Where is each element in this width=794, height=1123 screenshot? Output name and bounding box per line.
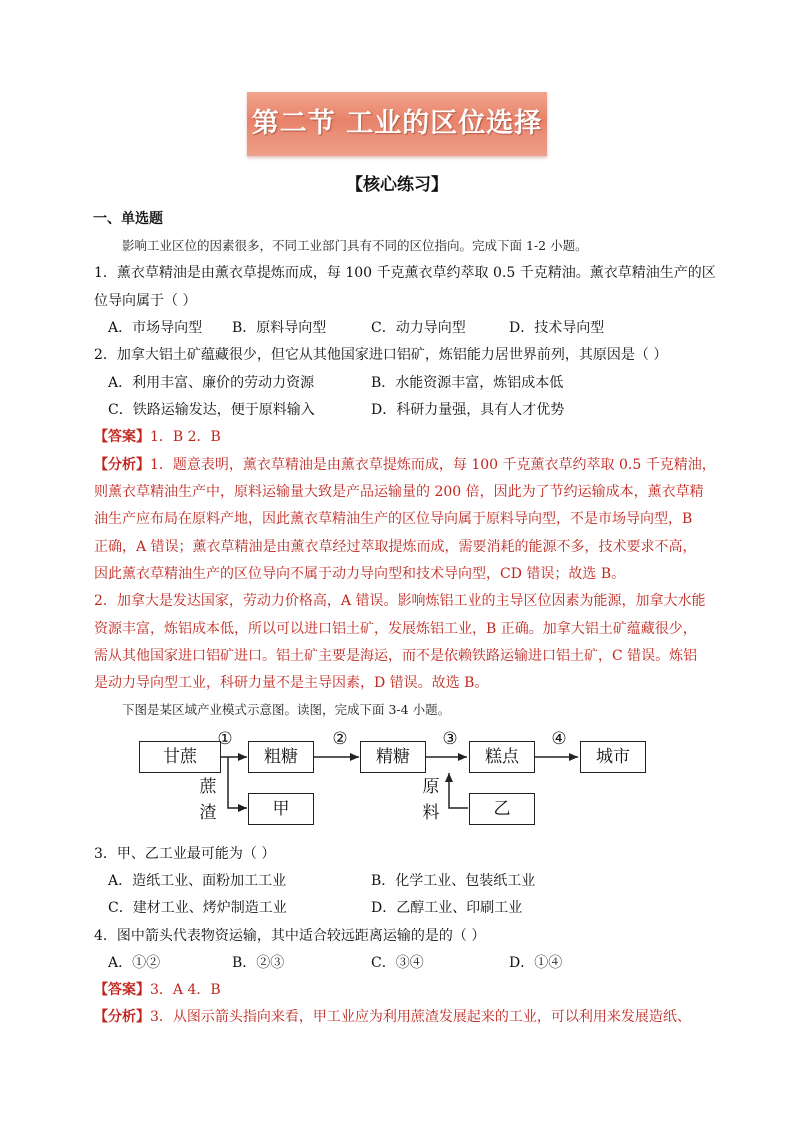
q2-option-d: D．科研力量强，具有人才优势	[371, 402, 565, 418]
intro-1: 影响工业区位的因素很多，不同工业部门具有不同的区位指向。完成下面 1-2 小题。	[122, 238, 588, 253]
analysis-line: 2．加拿大是发达国家，劳动力价格高，A 错误。影响炼铝工业的主导区位因素为能源，加拿大水能	[94, 593, 706, 609]
arrow-label-2: ②	[332, 729, 348, 749]
q3-option-d: D．乙醇工业、印刷工业	[371, 900, 523, 916]
label-bagasse-1: 蔗	[199, 777, 217, 797]
node-raw-sugar: 粗糖	[248, 741, 314, 773]
node-refined-sugar: 精糖	[360, 741, 426, 773]
label-bagasse-2: 渣	[199, 803, 217, 823]
q1-stem-line2: 位导向属于（ ）	[94, 293, 197, 309]
q1-stem-line1: 1．薰衣草精油是由薰衣草提炼而成，每 100 千克薰衣草约萃取 0.5 千克精油。薰衣草精油生产的区	[94, 265, 716, 281]
answer-label: 【答案】	[94, 982, 150, 998]
analysis-label: 【分析】	[94, 457, 150, 473]
analysis-line: 因此薰衣草精油生产的区位导向不属于动力导向型和技术导向型，CD 错误；故选 B。	[94, 566, 626, 582]
q2-option-b: B．水能资源丰富，炼铝成本低	[371, 375, 564, 391]
node-city: 城市	[580, 741, 646, 773]
q4-option-b: B．②③	[232, 955, 285, 971]
title-banner	[247, 92, 547, 156]
q3-option-c: C．建材工业、烤炉制造工业	[108, 900, 287, 916]
analysis-text: 3．从图示箭头指向来看，甲工业应为利用蔗渣发展起来的工业，可以利用来发展造纸、	[150, 1009, 691, 1025]
answer-block-1	[94, 426, 221, 446]
arrow-label-1: ①	[217, 729, 233, 749]
arrow-bagasse	[228, 757, 247, 808]
analysis-line: 正确，A 错误；薰衣草精油是由薰衣草经过萃取提炼而成，需要消耗的能源不多，技术要求不高，	[94, 539, 697, 555]
answer-text: 1．B 2．B	[150, 429, 221, 445]
page-title: 第二节 工业的区位选择	[251, 108, 543, 139]
q1-option-d: D．技术导向型	[509, 320, 605, 336]
q4-option-d: D．①④	[509, 955, 563, 971]
q2-stem: 2．加拿大铝土矿蕴藏很少，但它从其他国家进口铝矿，炼铝能力居世界前列，其原因是（ ）	[94, 347, 668, 363]
label-material-2: 料	[422, 803, 440, 823]
q3-option-a: A．造纸工业、面粉加工工业	[108, 873, 287, 889]
q4-option-a: A．①②	[108, 955, 161, 971]
q2-option-c: C．铁路运输发达，便于原料输入	[108, 402, 315, 418]
arrow-material	[449, 773, 468, 808]
answer-text: 3．A 4．B	[150, 982, 221, 998]
node-sugarcane: 甘蔗	[139, 741, 221, 773]
arrow-label-3: ③	[442, 729, 458, 749]
q1-option-b: B．原料导向型	[232, 320, 327, 336]
analysis-label: 【分析】	[94, 1009, 150, 1025]
analysis-block-2	[94, 1006, 691, 1026]
page-subtitle: 【核心练习】	[346, 175, 448, 195]
analysis-line: 需从其他国家进口铝矿进口。铝土矿主要是海运，而不是依赖铁路运输进口铝土矿，C 错误。炼铝	[94, 648, 698, 664]
node-jia: 甲	[248, 793, 314, 825]
q2-option-a: A．利用丰富、廉价的劳动力资源	[108, 375, 315, 391]
q4-option-c: C．③④	[371, 955, 424, 971]
label-material-1: 原	[422, 777, 440, 797]
q3-stem: 3．甲、乙工业最可能为（ ）	[94, 846, 276, 862]
q1-option-c: C．动力导向型	[371, 320, 466, 336]
analysis-line: 油生产应布局在原料产地，因此薰衣草精油生产的区位导向属于原料导向型，不是市场导向型，B	[94, 511, 693, 527]
node-pastry: 糕点	[469, 741, 535, 773]
analysis-line: 则薰衣草精油生产中，原料运输量大致是产品运输量的 200 倍，因此为了节约运输成本，薰衣草精	[94, 484, 704, 500]
answer-label: 【答案】	[94, 429, 150, 445]
q1-option-a: A．市场导向型	[108, 320, 203, 336]
node-yi: 乙	[469, 793, 535, 825]
q4-stem: 4．图中箭头代表物资运输，其中适合较远距离运输的是的（ ）	[94, 928, 486, 944]
section-heading: 一、单选题	[93, 211, 163, 227]
q3-option-b: B．化学工业、包装纸工业	[371, 873, 536, 889]
analysis-line: 是动力导向型工业，科研力量不是主导因素，D 错误。故选 B。	[94, 675, 489, 691]
arrow-label-4: ④	[551, 729, 567, 749]
answer-block-2	[94, 979, 221, 999]
intro-2: 下图是某区域产业模式示意图。读图，完成下面 3-4 小题。	[122, 702, 451, 717]
analysis-line	[94, 454, 716, 474]
analysis-text: 1．题意表明，薰衣草精油是由薰衣草提炼而成，每 100 千克薰衣草约萃取 0.5 千克精油，	[150, 457, 716, 473]
analysis-line: 资源丰富，炼铝成本低，所以可以进口铝土矿，发展炼铝工业，B 正确。加拿大铝土矿蕴藏很少，	[94, 621, 697, 637]
